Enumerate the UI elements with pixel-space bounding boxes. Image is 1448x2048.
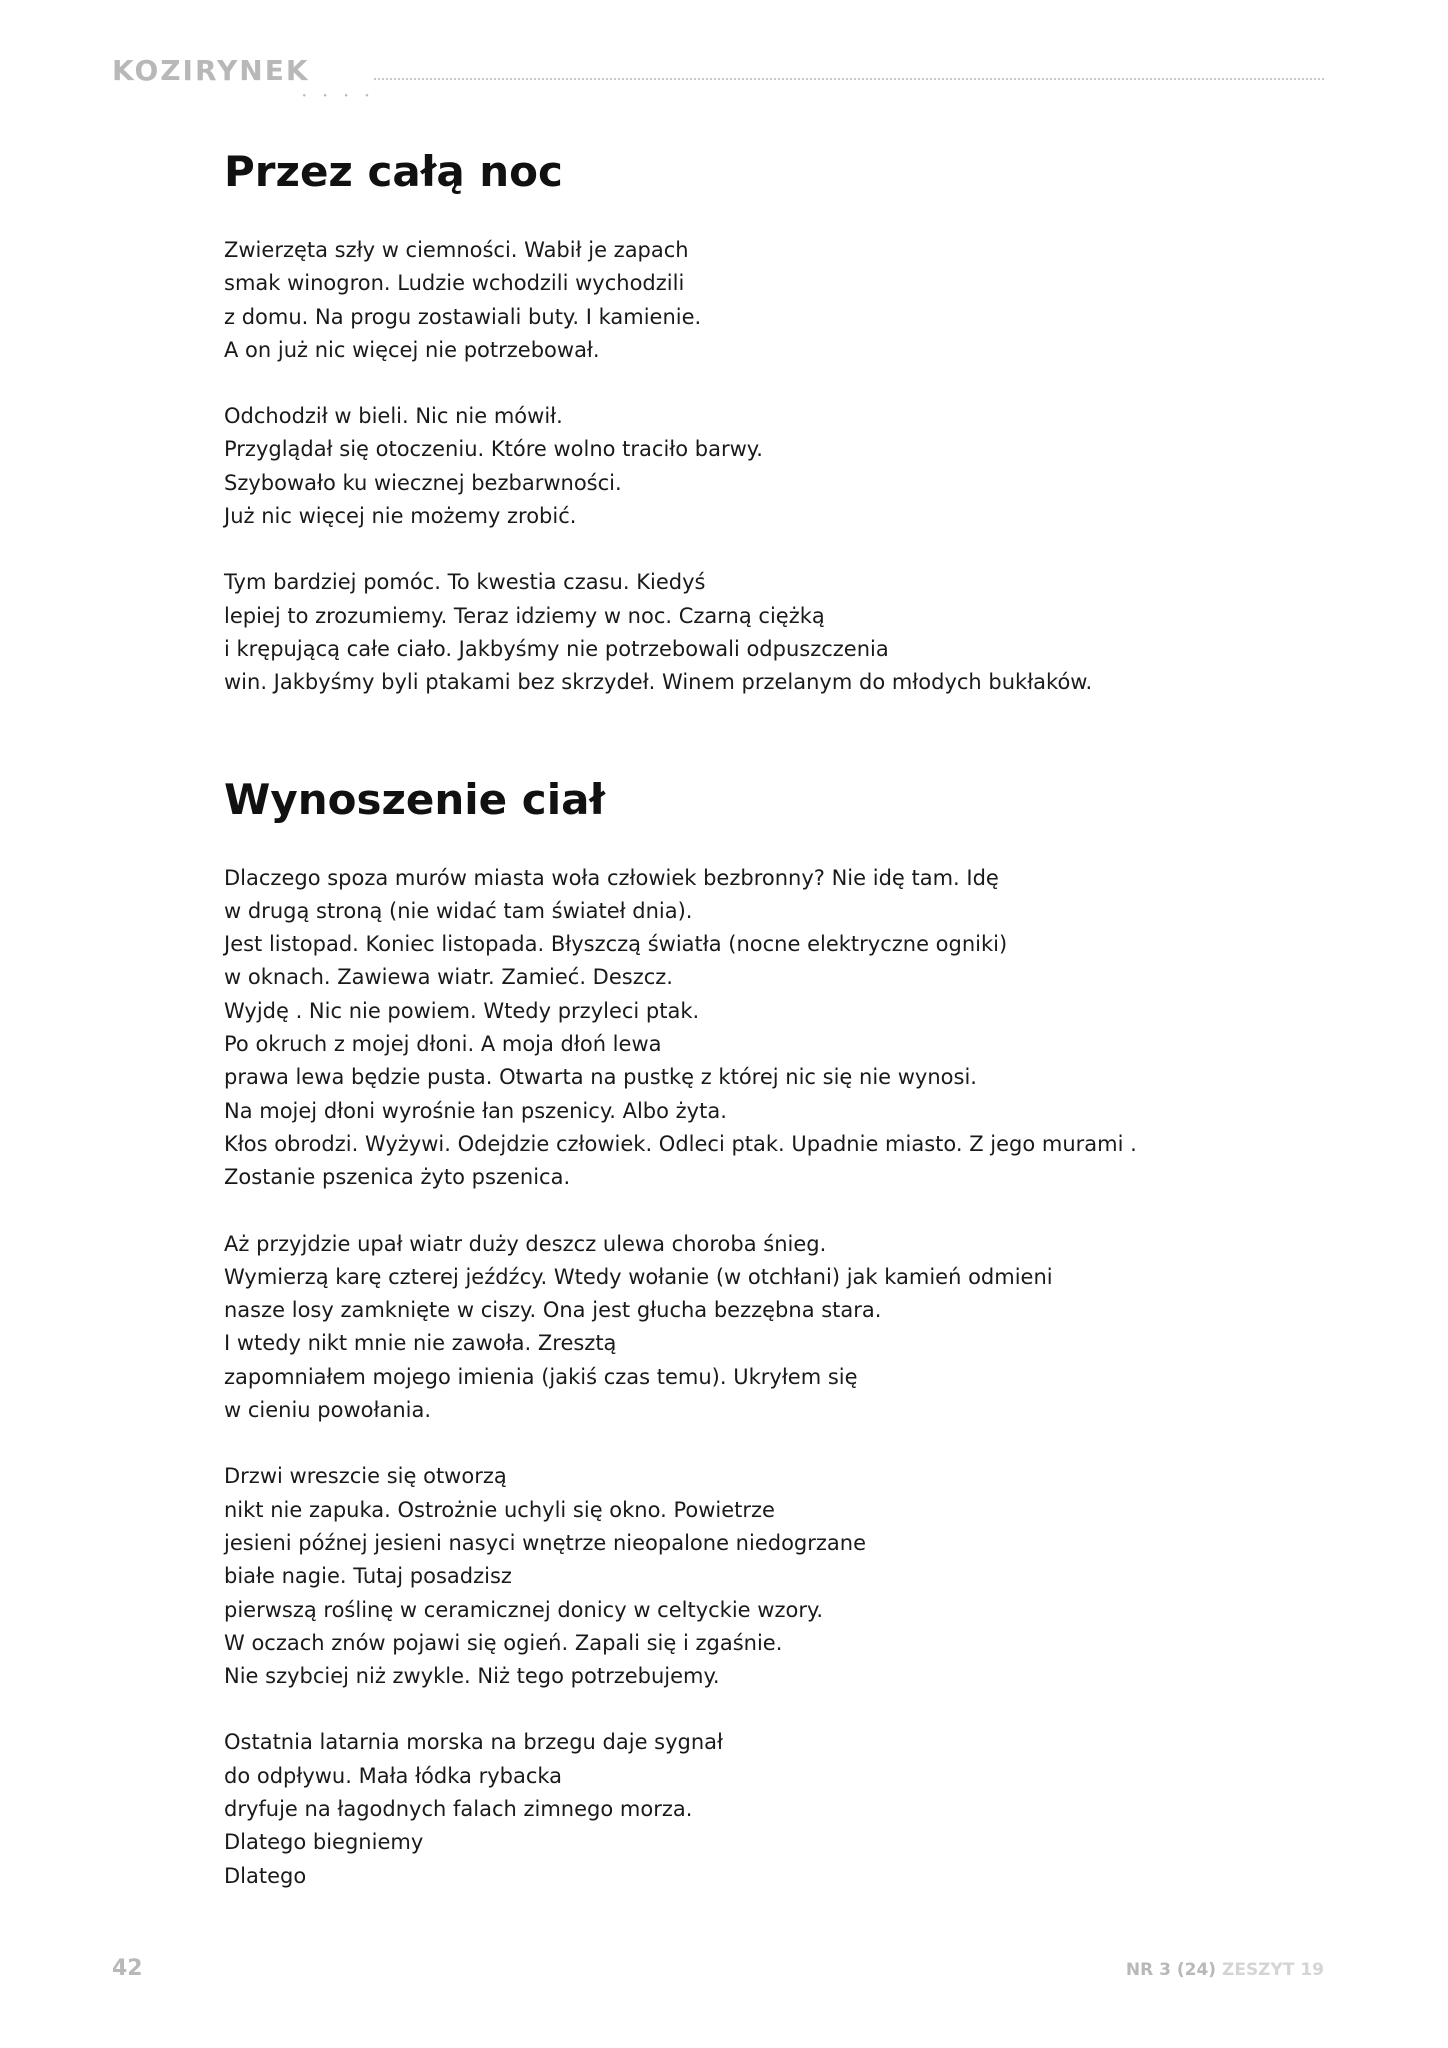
issue-label [1126,1960,1324,1980]
page-footer [112,1956,1324,1986]
poem-line: Zwierzęta szły w ciemności. Wabił je zapach [224,238,689,262]
poem-przez-cala-noc [224,136,1224,700]
poem-line: W oczach znów pojawi się ogień. Zapali się i zgaśnie. [224,1630,783,1655]
stanza [224,1726,1224,1892]
stanza-gap [224,1693,1224,1726]
poem-line: Dlatego [224,1863,307,1888]
stanza [224,1228,1224,1428]
poem-line: win. Jakbyśmy byli ptakami bez skrzydeł. Winem przelanym do młodych bukłaków. [224,670,1093,695]
stanza-gap [224,533,1224,566]
poem-line: Na mojej dłoni wyrośnie łan pszenicy. Albo żyta. [224,1098,727,1123]
stanza [224,400,1224,533]
poem-line: Ostatnia latarnia morska na brzegu daje sygnał [224,1730,724,1755]
poem-line: Zostanie pszenica żyto pszenica. [224,1165,571,1190]
poem-line: jesieni późnej jesieni nasyci wnętrze nieopalone niedogrzane [224,1530,866,1555]
issue-volume: ZESZYT 19 [1222,1960,1324,1980]
poem-line: Aż przyjdzie upał wiatr duży deszcz ulewa choroba śnieg. [224,1231,827,1256]
poem-line: Wymierzą karę czterej jeźdźcy. Wtedy wołanie (w otchłani) jak kamień odmieni [224,1264,1053,1289]
poem-line: Po okruch z mojej dłoni. A moja dłoń lewa [224,1032,662,1057]
poem-line: nikt nie zapuka. Ostrożnie uchyli się okno. Powietrze [224,1497,775,1522]
poem-title: Przez całą noc [224,147,563,196]
poem-line: Drzwi wreszcie się otworzą [224,1464,507,1489]
header-dotted-rule [374,78,1324,80]
poem-line: I wtedy nikt mnie nie zawoła. Zresztą [224,1331,617,1356]
logo-subtitle: • • • • [302,92,377,100]
poem-line: w oknach. Zawiewa wiatr. Zamieć. Deszcz. [224,965,673,990]
stanza [224,862,1224,1195]
stanza-gap [224,1195,1224,1228]
poem-line: prawa lewa będzie pusta. Otwarta na pustkę z której nic się nie wynosi. [224,1065,977,1090]
page-header [112,50,1324,100]
poem-line: Szybowało ku wiecznej bezbarwności. [224,470,622,495]
poem-line: lepiej to zrozumiemy. Teraz idziemy w noc. Czarną ciężką [224,603,825,628]
poem-line: A on już nic więcej nie potrzebował. [224,337,600,362]
poem-line: do odpływu. Mała łódka rybacka [224,1763,563,1788]
stanza [224,1460,1224,1693]
stanza [224,234,1224,367]
poem-line: z domu. Na progu zostawiali buty. I kamienie. [224,304,702,329]
poem-line: Kłos obrodzi. Wyżywi. Odejdzie człowiek. Odleci ptak. Upadnie miasto. Z jego murami . [224,1131,1137,1156]
main-content [224,136,1224,1893]
poem-line: pierwszą roślinę w ceramicznej donicy w celtyckie wzory. [224,1597,824,1622]
poem-line: Dlatego biegniemy [224,1830,424,1855]
poem-line: zapomniałem mojego imienia (jakiś czas temu). Ukryłem się [224,1364,858,1389]
poem-line: białe nagie. Tutaj posadzisz [224,1564,512,1589]
stanza-gap [224,367,1224,400]
issue-number: NR 3 (24) [1125,1960,1217,1980]
poem-wynoszenie-cial [224,764,1224,1893]
stanza [224,566,1224,699]
poem-title: Wynoszenie ciał [224,774,606,824]
poem-line: smak winogron. Ludzie wchodzili wychodzili [224,271,685,296]
page-number: 42 [112,1956,143,1981]
poem-line: nasze losy zamknięte w ciszy. Ona jest głucha bezzębna stara. [224,1298,882,1323]
poem-line: Jest listopad. Koniec listopada. Błyszczą światła (nocne elektryczne ogniki) [224,932,1008,957]
magazine-logo: KOZIRYNEK [112,54,310,87]
poem-line: Dlaczego spoza murów miasta woła człowiek bezbronny? Nie idę tam. Idę [224,865,999,890]
poem-line: dryfuje na łagodnych falach zimnego morza. [224,1796,693,1821]
poem-body [224,234,1224,700]
poem-line: Przyglądał się otoczeniu. Które wolno traciło barwy. [224,437,763,462]
poem-line: Nie szybciej niż zwykle. Niż tego potrzebujemy. [224,1664,720,1689]
stanza-gap [224,1427,1224,1460]
poem-line: Odchodził w bieli. Nic nie mówił. [224,404,563,429]
poem-line: i krępującą całe ciało. Jakbyśmy nie potrzebowali odpuszczenia [224,636,889,661]
poem-line: Już nic więcej nie możemy zrobić. [224,504,577,529]
poem-body [224,862,1224,1893]
poem-line: w cieniu powołania. [224,1398,432,1423]
poem-line: w drugą stroną (nie widać tam świateł dnia). [224,898,693,923]
poem-line: Tym bardziej pomóc. To kwestia czasu. Kiedyś [224,570,706,595]
poem-line: Wyjdę . Nic nie powiem. Wtedy przyleci ptak. [224,998,700,1023]
